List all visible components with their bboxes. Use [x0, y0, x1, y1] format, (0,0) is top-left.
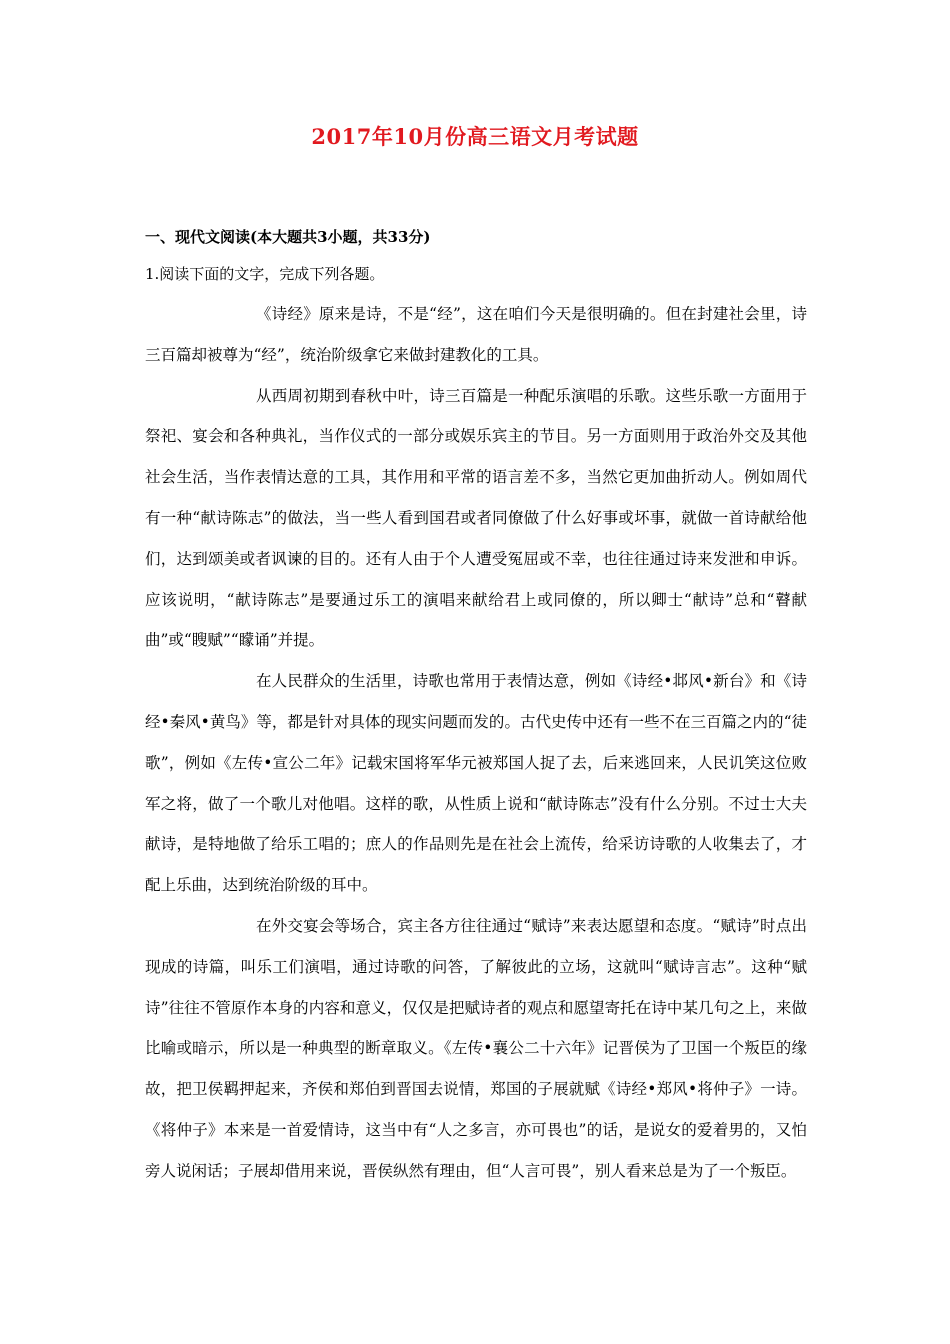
- passage-paragraph: 在外交宴会等场合，宾主各方往往通过“赋诗”来表达愿望和态度。“赋诗”时点出现成的诗篇，叫乐工们演唱，通过诗歌的问答，了解彼此的立场，这就叫“赋诗言志”。这种“赋诗”往往不管原作本身的内容和意义，仅仅是把赋诗者的观点和愿望寄托在诗中某几句之上，来做比喻或暗示，所以是一种典型的断章取义。《左传•襄公二十六年》记晋侯为了卫国一个叛臣的缘故，把卫侯羁押起来，齐侯和郑伯到晋国去说情，郑国的子展就赋《诗经•郑风•将仲子》一诗。《将仲子》本来是一首爱情诗，这当中有“人之多言，亦可畏也”的话，是说女的爱着男的，又怕旁人说闲话；子展却借用来说，晋侯纵然有理由，但“人言可畏”，别人看来总是为了一个叛臣。: [145, 916, 807, 1180]
- passage-paragraph: 《诗经》原来是诗，不是“经”，这在咱们今天是很明确的。但在封建社会里，诗三百篇却被尊为“经”，统治阶级拿它来做封建教化的工具。: [145, 305, 807, 364]
- passage-paragraph: 在人民群众的生活里，诗歌也常用于表情达意，例如《诗经•邶风•新台》和《诗经•秦风•黄鸟》等，都是针对具体的现实问题而发的。古代史传中还有一些不在三百篇之内的“徒歌”，例如《左传•宣公二年》记载宋国将军华元被郑国人捉了去，后来逃回来，人民讥笑这位败军之将，做了一个歌儿对他唱。这样的歌，从性质上说和“献诗陈志”没有什么分别。不过士大夫献诗，是特地做了给乐工唱的；庶人的作品则先是在社会上流传，给采访诗歌的人收集去了，才配上乐曲，达到统治阶级的耳中。: [145, 672, 807, 895]
- passage-paragraph: 从西周初期到春秋中叶，诗三百篇是一种配乐演唱的乐歌。这些乐歌一方面用于祭祀、宴会和各种典礼，当作仪式的一部分或娱乐宾主的节目。另一方面则用于政治外交及其他社会生活，当作表情达意的工具，其作用和平常的语言差不多，当然它更加曲折动人。例如周代有一种“献诗陈志”的做法，当一些人看到国君或者同僚做了什么好事或坏事，就做一首诗献给他们，达到颂美或者讽谏的目的。还有人由于个人遭受冤屈或不幸，也往往通过诗来发泄和申诉。应该说明，“献诗陈志”是要通过乐工的演唱来献给君上或同僚的，所以卿士“献诗”总和“瞽献曲”或“瞍赋”“矇诵”并提。: [145, 386, 807, 650]
- section-heading: 一、现代文阅读(本大题共3小题，共33分): [145, 228, 431, 246]
- document-title: 2017年10月份高三语文月考试题: [311, 124, 639, 149]
- passage-body: [145, 294, 807, 1192]
- question-intro: 1.阅读下面的文字，完成下列各题。: [145, 265, 385, 283]
